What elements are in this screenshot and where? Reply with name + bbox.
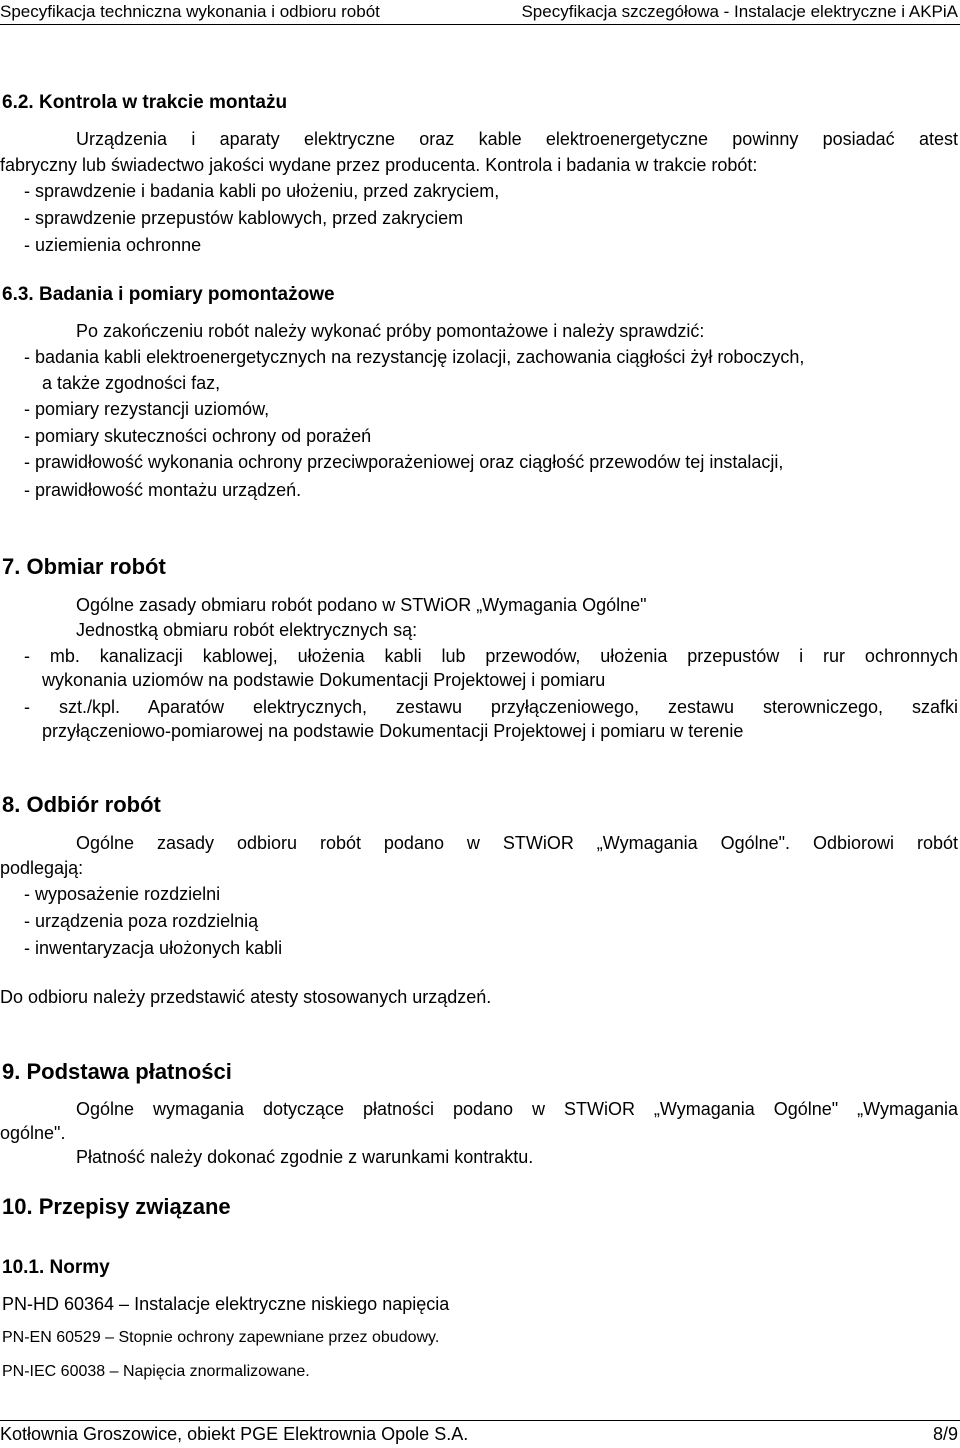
paragraph-line: Urządzenia i aparaty elektryczne oraz kable elektroenergetyczne powinny posiadać atest <box>76 129 958 149</box>
paragraph-line: Płatność należy dokonać zgodnie z warunkami kontraktu. <box>76 1147 534 1167</box>
list-item-continuation: przyłączeniowo-pomiarowej na podstawie Dokumentacji Projektowej i pomiaru w terenie <box>42 721 744 741</box>
list-item: - uziemienia ochronne <box>24 235 202 255</box>
page-number: 8/9 <box>932 1424 958 1444</box>
header-left: Specyfikacja techniczna wykonania i odbioru robót <box>0 2 380 21</box>
list-item: - mb. kanalizacji kablowej, ułożenia kabli lub przewodów, ułożenia przepustów i rur ochronnych <box>24 646 958 666</box>
footer-rule <box>0 1420 960 1421</box>
list-item: - prawidłowość wykonania ochrony przeciwporażeniowej oraz ciągłość przewodów tej instalacji, <box>24 452 784 472</box>
paragraph-line: Ogólne wymagania dotyczące płatności podano w STWiOR „Wymagania Ogólne" „Wymagania <box>76 1099 958 1119</box>
paragraph-line: Ogólne zasady odbioru robót podano w STWiOR „Wymagania Ogólne". Odbiorowi robót <box>76 833 958 853</box>
list-item-continuation: wykonania uziomów na podstawie Dokumentacji Projektowej i pomiaru <box>42 670 606 690</box>
paragraph-line: Po zakończeniu robót należy wykonać próby pomontażowe i należy sprawdzić: <box>76 321 705 341</box>
list-item: - urządzenia poza rozdzielnią <box>24 911 259 931</box>
list-item-continuation: a także zgodności faz, <box>42 373 221 393</box>
paragraph-line: Ogólne zasady obmiaru robót podano w STWiOR „Wymagania Ogólne" <box>76 595 647 615</box>
list-item: - prawidłowość montażu urządzeń. <box>24 480 302 500</box>
paragraph-line: Jednostką obmiaru robót elektrycznych są: <box>76 620 418 640</box>
list-item: - pomiary rezystancji uziomów, <box>24 399 270 419</box>
paragraph-line: ogólne". <box>0 1123 66 1143</box>
norm-item: PN-EN 60529 – Stopnie ochrony zapewniane przez obudowy. <box>2 1329 440 1346</box>
list-item: - pomiary skuteczności ochrony od porażeń <box>24 426 372 446</box>
paragraph-line: podlegają: <box>0 858 84 878</box>
footer-left: Kotłownia Groszowice, obiekt PGE Elektrownia Opole S.A. <box>0 1424 469 1444</box>
list-item: - inwentaryzacja ułożonych kabli <box>24 938 283 958</box>
list-item: - badania kabli elektroenergetycznych na rezystancję izolacji, zachowania ciągłości żył roboczych, <box>24 347 805 367</box>
header-rule <box>0 24 960 25</box>
section-heading-9: 9. Podstawa płatności <box>2 1059 232 1084</box>
header-right: Specyfikacja szczegółowa - Instalacje elektryczne i AKPiA <box>521 2 958 21</box>
section-heading-10: 10. Przepisy związane <box>2 1194 231 1219</box>
section-heading-8: 8. Odbiór robót <box>2 792 161 817</box>
list-item: - wyposażenie rozdzielni <box>24 884 221 904</box>
list-item: - szt./kpl. Aparatów elektrycznych, zestawu przyłączeniowego, zestawu sterowniczego, szafki <box>24 697 958 717</box>
subsection-heading-10-1: 10.1. Normy <box>2 1257 110 1278</box>
section-heading-7: 7. Obmiar robót <box>2 554 166 579</box>
paragraph-line: fabryczny lub świadectwo jakości wydane przez producenta. Kontrola i badania w trakcie robót: <box>0 155 758 175</box>
paragraph-line: Do odbioru należy przedstawić atesty stosowanych urządzeń. <box>0 987 492 1007</box>
list-item: - sprawdzenie i badania kabli po ułożeniu, przed zakryciem, <box>24 181 500 201</box>
section-heading-6-3: 6.3. Badania i pomiary pomontażowe <box>2 284 335 305</box>
norm-item: PN-HD 60364 – Instalacje elektryczne niskiego napięcia <box>2 1294 450 1314</box>
list-item: - sprawdzenie przepustów kablowych, przed zakryciem <box>24 208 464 228</box>
norm-item: PN-IEC 60038 – Napięcia znormalizowane. <box>2 1363 310 1380</box>
section-heading-6-2: 6.2. Kontrola w trakcie montażu <box>2 92 288 113</box>
